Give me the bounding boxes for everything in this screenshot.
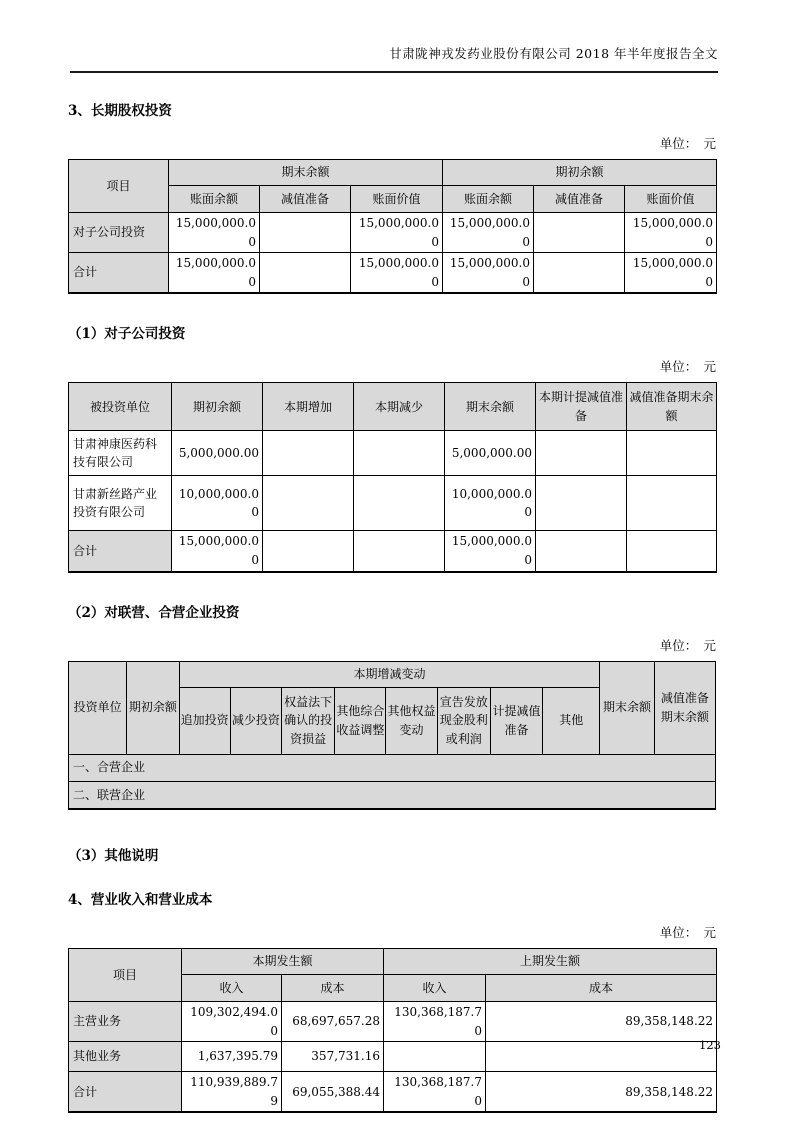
row-label: 其他业务 <box>69 1042 182 1072</box>
cell-value <box>354 476 445 531</box>
table-row <box>69 476 717 531</box>
cell-value: 89,358,148.22 <box>486 1002 717 1042</box>
group-header-prior-period: 上期发生额 <box>384 949 717 975</box>
cell-value: 357,731.16 <box>282 1042 384 1072</box>
section-title-other-notes: （3）其他说明 <box>68 848 159 865</box>
cell-value: 15,000,000.00 <box>172 531 263 572</box>
cell-value <box>260 253 351 294</box>
column-header: 减少投资 <box>230 687 281 754</box>
cell-value: 15,000,000.00 <box>351 213 443 253</box>
table-jv-associate-investment <box>68 661 716 811</box>
column-header: 减值准备 <box>260 186 351 213</box>
cell-value: 15,000,000.00 <box>625 213 717 253</box>
cell-value: 15,000,000.00 <box>169 253 260 294</box>
column-header: 期末余额 <box>445 383 536 431</box>
table-row-category <box>69 754 716 781</box>
unit-label: 单位： 元 <box>659 925 716 941</box>
table-row-total <box>69 253 717 294</box>
column-header: 账面余额 <box>443 186 534 213</box>
column-header: 减值准备 <box>534 186 625 213</box>
cell-value: 109,302,494.00 <box>182 1002 282 1042</box>
cell-value: 10,000,000.00 <box>445 476 536 531</box>
table-row <box>69 213 717 253</box>
cell-value <box>354 531 445 572</box>
category-row-label: 一、合营企业 <box>69 754 716 781</box>
table-revenue-cost <box>68 948 717 1113</box>
cell-value <box>534 213 625 253</box>
cell-value <box>627 476 717 531</box>
cell-value <box>354 431 445 476</box>
section-title-jv-associate-investment: （2）对联营、合营企业投资 <box>68 604 240 621</box>
row-label: 主营业务 <box>69 1002 182 1042</box>
cell-value: 68,697,657.28 <box>282 1002 384 1042</box>
cell-value: 69,055,388.44 <box>282 1072 384 1113</box>
cell-value <box>263 531 354 572</box>
table-row <box>69 431 717 476</box>
cell-value <box>263 476 354 531</box>
column-header: 本期减少 <box>354 383 445 431</box>
column-header: 本期计提减值准备 <box>536 383 627 431</box>
cell-value: 5,000,000.00 <box>172 431 263 476</box>
table-row <box>69 1002 717 1042</box>
table-row <box>69 1042 717 1072</box>
column-header: 成本 <box>282 975 384 1002</box>
column-header-begin-balance: 期初余额 <box>127 661 179 754</box>
column-header: 账面余额 <box>169 186 260 213</box>
column-header: 追加投资 <box>179 687 230 754</box>
cell-value <box>536 476 627 531</box>
row-label: 合计 <box>69 253 169 294</box>
column-header: 减值准备期末余额 <box>627 383 717 431</box>
column-header: 账面价值 <box>625 186 717 213</box>
column-header: 计提减值准备 <box>490 687 542 754</box>
column-header: 被投资单位 <box>69 383 172 431</box>
category-row-label: 二、联营企业 <box>69 781 716 809</box>
table-row-category <box>69 781 716 809</box>
cell-value <box>260 213 351 253</box>
cell-value: 15,000,000.00 <box>351 253 443 294</box>
table-long-term-equity <box>68 159 717 294</box>
column-header: 收入 <box>182 975 282 1002</box>
column-header-end-balance: 期末余额 <box>600 661 654 754</box>
cell-value: 15,000,000.00 <box>443 253 534 294</box>
cell-value: 15,000,000.00 <box>625 253 717 294</box>
column-header-impairment-end: 减值准备期末余额 <box>654 661 715 754</box>
row-label: 合计 <box>69 531 172 572</box>
cell-value: 15,000,000.00 <box>169 213 260 253</box>
page-number: 123 <box>699 1038 721 1052</box>
cell-value: 130,368,187.70 <box>384 1072 486 1113</box>
table-subsidiary-investment <box>68 382 717 572</box>
unit-label: 单位： 元 <box>659 136 716 151</box>
document-header <box>70 0 718 73</box>
cell-value: 15,000,000.00 <box>443 213 534 253</box>
group-header-period-end: 期末余额 <box>169 160 443 186</box>
cell-value <box>534 253 625 294</box>
cell-value <box>486 1042 717 1072</box>
column-header: 权益法下确认的投资损益 <box>281 687 334 754</box>
column-header: 其他 <box>543 687 600 754</box>
cell-value: 15,000,000.00 <box>445 531 536 572</box>
cell-value <box>536 431 627 476</box>
unit-label: 单位： 元 <box>659 637 716 653</box>
column-header: 其他综合收益调整 <box>335 687 386 754</box>
column-header: 账面价值 <box>351 186 443 213</box>
cell-value: 110,939,889.79 <box>182 1072 282 1113</box>
unit-label: 单位： 元 <box>659 359 716 375</box>
row-label: 甘肃新丝路产业投资有限公司 <box>69 476 172 531</box>
group-header-current-period: 本期发生额 <box>182 949 384 975</box>
column-header: 宣告发放现金股利或利润 <box>437 687 490 754</box>
column-header: 成本 <box>486 975 717 1002</box>
row-label: 合计 <box>69 1072 182 1113</box>
cell-value <box>384 1042 486 1072</box>
cell-value <box>536 531 627 572</box>
cell-value <box>263 431 354 476</box>
table-row-total <box>69 1072 717 1113</box>
section-title-subsidiary-investment: （1）对子公司投资 <box>68 326 186 343</box>
page-content <box>0 99 793 1113</box>
row-label: 对子公司投资 <box>69 213 169 253</box>
column-header: 期初余额 <box>172 383 263 431</box>
column-header: 本期增加 <box>263 383 354 431</box>
column-header-item: 项目 <box>69 160 169 213</box>
cell-value: 5,000,000.00 <box>445 431 536 476</box>
section-title-revenue-cost: 4、营业收入和营业成本 <box>68 892 213 909</box>
document-title: 甘肃陇神戎发药业股份有限公司 2018 年半年度报告全文 <box>389 46 718 61</box>
cell-value: 1,637,395.79 <box>182 1042 282 1072</box>
cell-value: 10,000,000.00 <box>172 476 263 531</box>
column-header: 收入 <box>384 975 486 1002</box>
column-header: 其他权益变动 <box>386 687 437 754</box>
cell-value: 89,358,148.22 <box>486 1072 717 1113</box>
row-label: 甘肃神康医药科技有限公司 <box>69 431 172 476</box>
group-header-period-begin: 期初余额 <box>443 160 717 186</box>
section-title-long-term-equity: 3、长期股权投资 <box>68 103 172 119</box>
column-header-item: 项目 <box>69 949 182 1002</box>
column-header-investee: 投资单位 <box>69 661 127 754</box>
table-row-total <box>69 531 717 572</box>
group-header-period-change: 本期增减变动 <box>179 661 600 687</box>
cell-value <box>627 431 717 476</box>
cell-value <box>627 531 717 572</box>
cell-value: 130,368,187.70 <box>384 1002 486 1042</box>
